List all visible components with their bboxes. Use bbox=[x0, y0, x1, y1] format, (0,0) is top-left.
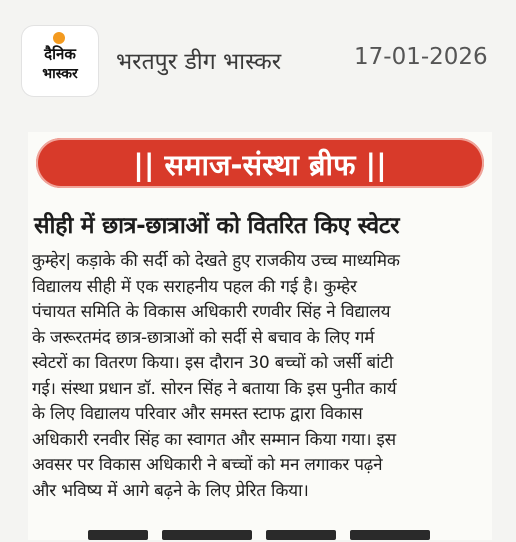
edition-title: भरतपुर डीग भास्कर bbox=[116, 49, 282, 75]
article-line: अधिकारी रनवीर सिंह का स्वागत और सम्मान किया गया। इस bbox=[32, 429, 396, 450]
article-line: और भविष्य में आगे बढ़ने के लिए प्रेरित किया। bbox=[32, 480, 309, 501]
section-banner-text: || समाज-संस्था ब्रीफ || bbox=[133, 148, 387, 182]
logo-text-line2: भास्कर bbox=[42, 66, 78, 82]
edition-date: 17-01-2026 bbox=[354, 44, 488, 70]
article-line: गई। संस्था प्रधान डॉ. सोरन सिंह ने बताया कि इस पुनीत कार्य bbox=[32, 378, 397, 399]
app-header bbox=[0, 0, 516, 120]
dainik-bhaskar-logo[interactable] bbox=[22, 26, 98, 96]
logo-text-line1: दैनिक bbox=[44, 45, 76, 63]
section-banner bbox=[36, 138, 484, 188]
article-line: कुम्हेर| कड़ाके की सर्दी को देखते हुए राजकीय उच्च माध्यमिक bbox=[32, 251, 400, 271]
cropped-next-headline bbox=[88, 530, 448, 542]
article-line: विद्यालय सीही में एक सराहनीय पहल की गई है। कुम्हेर bbox=[32, 276, 357, 297]
article-headline: सीही में छात्र-छात्राओं को वितरित किए स्वेटर bbox=[34, 213, 400, 239]
sun-icon bbox=[53, 32, 65, 44]
newspaper-clipping[interactable] bbox=[28, 132, 492, 540]
article-line: के जरूरतमंद छात्र-छात्राओं को सर्दी से बचाव के लिए गर्म bbox=[32, 327, 375, 348]
article-line: के लिए विद्यालय परिवार और समस्त स्टाफ द्वारा विकास bbox=[32, 404, 363, 424]
article-line: अवसर पर विकास अधिकारी ने बच्चों को मन लगाकर पढ़ने bbox=[32, 455, 383, 475]
article-line: स्वेटरों का वितरण किया। इस दौरान 30 बच्चों को जर्सी बांटी bbox=[32, 353, 394, 373]
article-line: पंचायत समिति के विकास अधिकारी रणवीर सिंह ने विद्यालय bbox=[32, 302, 391, 322]
article-body bbox=[32, 248, 488, 503]
